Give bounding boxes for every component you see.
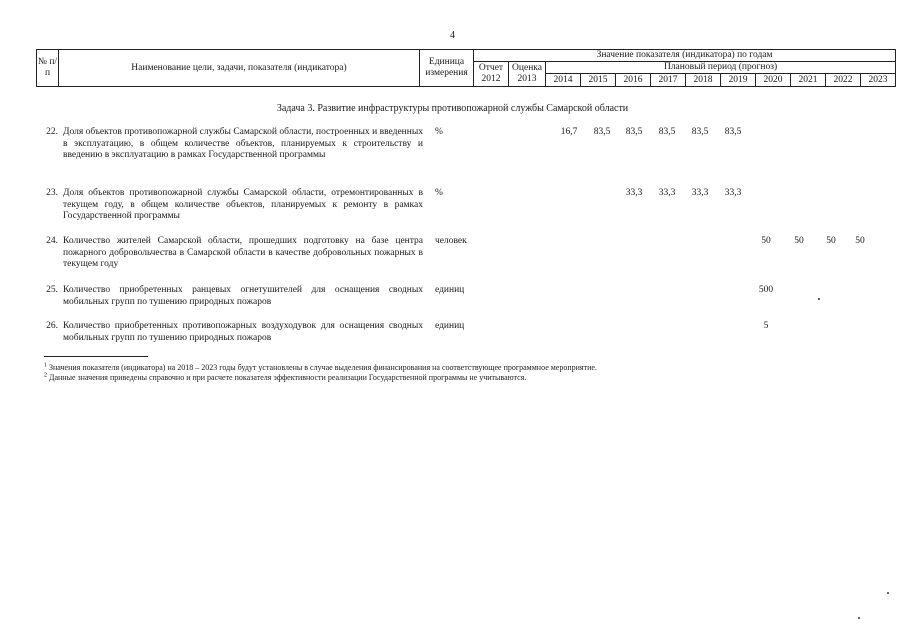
- row-number: 24.: [46, 236, 58, 246]
- row-indicator-name: Количество приобретенных ранцевых огнетушителей для оснащения сводных мобильных групп по тушению природных пожаров: [63, 285, 423, 307]
- row-number: 26.: [46, 321, 58, 331]
- row-unit: человек: [435, 236, 467, 246]
- row-value-2022: 50: [826, 236, 836, 246]
- header-year: 2023: [861, 74, 896, 87]
- header-estimate-label: Оценка: [512, 63, 542, 73]
- header-year: 2015: [581, 74, 616, 87]
- row-value-2015: 83,5: [593, 127, 611, 137]
- row-unit: %: [435, 127, 443, 137]
- footnote: [44, 363, 597, 373]
- footnote-divider: [44, 356, 148, 357]
- row-value-2016: 83,5: [625, 127, 643, 137]
- row-value-2020: 50: [761, 236, 771, 246]
- row-value-2019: 33,3: [724, 188, 742, 198]
- header-year: 2016: [616, 74, 651, 87]
- header-plan-period: Плановый период (прогноз): [546, 62, 896, 74]
- header-year: 2020: [756, 74, 791, 87]
- scan-speck: [818, 298, 820, 300]
- row-indicator-name: Доля объектов противопожарной службы Самарской области, построенных и введенных в эксплуатацию, в общем количестве объектов, планируемых к строительству и введению в эксплуатацию в рамках Государственной программы: [63, 127, 423, 160]
- header-year: 2019: [721, 74, 756, 87]
- header-report: [474, 62, 509, 87]
- row-value-2017: 83,5: [658, 127, 676, 137]
- header-year: 2013: [517, 74, 537, 84]
- header-name: Наименование цели, задачи, показателя (индикатора): [59, 50, 420, 87]
- task-title: Задача 3. Развитие инфраструктуры противопожарной службы Самарской области: [276, 103, 629, 114]
- row-value-2016: 33,3: [625, 188, 643, 198]
- footnote-mark: 2: [44, 372, 47, 379]
- header-values-group: Значение показателя (индикатора) по годам: [474, 50, 896, 62]
- row-value-2021: 50: [794, 236, 804, 246]
- row-indicator-name: Количество приобретенных противопожарных воздуходувок для оснащения сводных мобильных групп по тушению природных пожаров: [63, 321, 423, 343]
- header-year: 2017: [651, 74, 686, 87]
- header-year: 2018: [686, 74, 721, 87]
- header-year: 2022: [826, 74, 861, 87]
- row-value-2023: 50: [855, 236, 865, 246]
- row-value-2014: 16,7: [560, 127, 578, 137]
- row-indicator-name: Количество жителей Самарской области, прошедших подготовку на базе центра пожарного добровольчества в Самарской области в качестве добровольных пожарных в текущем году: [63, 236, 423, 269]
- header-num: № п/п: [37, 50, 59, 87]
- row-unit: %: [435, 188, 443, 198]
- row-unit: единиц: [435, 321, 465, 331]
- header-report-label: Отчет: [478, 63, 504, 73]
- row-value-2018: 33,3: [691, 188, 709, 198]
- header-year: 2021: [791, 74, 826, 87]
- scan-speck: [887, 592, 889, 594]
- row-value-2018: 83,5: [691, 127, 709, 137]
- header-year: 2012: [481, 74, 501, 84]
- row-value-2020: 500: [758, 285, 774, 295]
- row-number: 25.: [46, 285, 58, 295]
- indicator-table-header: [36, 49, 896, 87]
- footnotes: [44, 363, 597, 383]
- page-number: 4: [450, 30, 455, 41]
- footnote-mark: 1: [44, 362, 47, 369]
- row-indicator-name: Доля объектов противопожарной службы Самарской области, отремонтированных в текущем году, в общем количестве объектов, планируемых к ремонту в рамках Государственной программы: [63, 188, 423, 221]
- scan-speck: [858, 617, 860, 619]
- footnote-text: Данные значения приведены справочно и при расчете показателя эффективности реализации Государственной программы не учитываются.: [49, 373, 527, 382]
- header-estimate: [509, 62, 546, 87]
- footnote: [44, 373, 597, 383]
- header-year: 2014: [546, 74, 581, 87]
- header-unit: Единица измерения: [420, 50, 474, 87]
- row-unit: единиц: [435, 285, 465, 295]
- row-value-2020: 5: [763, 321, 769, 331]
- row-value-2017: 33,3: [658, 188, 676, 198]
- footnote-text: Значения показателя (индикатора) на 2018 – 2023 годы будут установлены в случае выделения финансирования на соответствующее программное мероприятие.: [49, 363, 597, 372]
- row-number: 23.: [46, 188, 58, 198]
- row-number: 22.: [46, 127, 58, 137]
- row-value-2019: 83,5: [724, 127, 742, 137]
